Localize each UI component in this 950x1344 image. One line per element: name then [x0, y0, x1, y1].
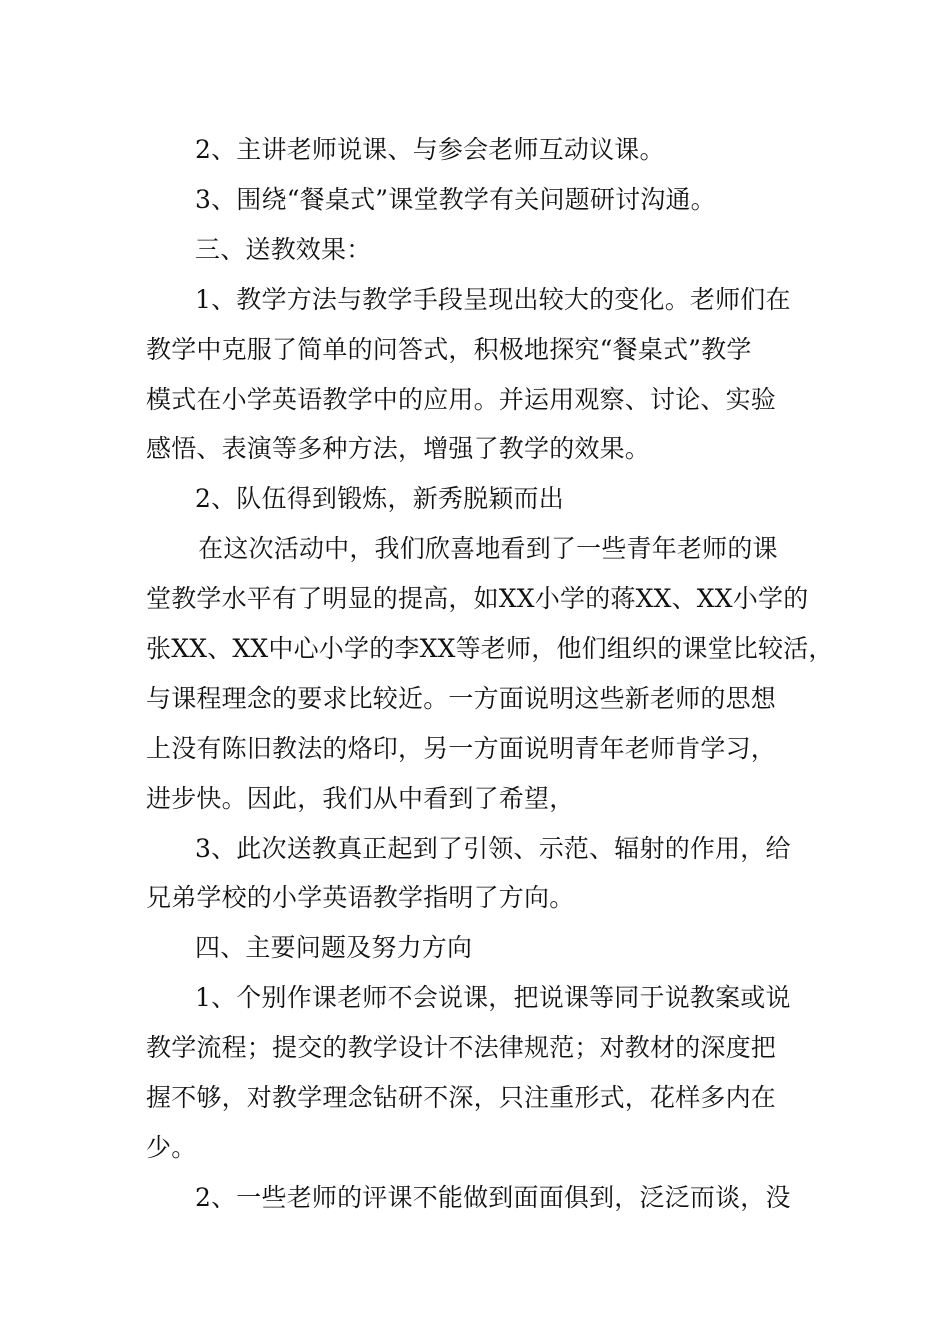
- text-line: 兄弟学校的小学英语教学指明了方向。: [146, 883, 575, 912]
- text-line: 3、围绕“餐桌式”课堂教学有关问题研讨沟通。: [195, 185, 716, 214]
- text-line: 模式在小学英语教学中的应用。并运用观察、讨论、实验: [146, 385, 777, 414]
- text-line: 在这次活动中，我们欣喜地看到了一些青年老师的课: [190, 534, 778, 563]
- text-line: 感悟、表演等多种方法，增强了教学的效果。: [146, 434, 651, 463]
- text-line: 进步快。因此，我们从中看到了希望，: [146, 784, 575, 813]
- text-line: 1、教学方法与教学手段呈现出较大的变化。老师们在: [195, 285, 791, 314]
- text-line: 握不够，对教学理念钻研不深，只注重形式，花样多内在: [146, 1083, 777, 1112]
- text-line: 教学中克服了简单的问答式，积极地探究“餐桌式”教学: [146, 335, 752, 364]
- text-line: 1、个别作课老师不会说课，把说课等同于说教案或说: [195, 983, 791, 1012]
- section-heading: 四、主要问题及努力方向: [195, 933, 473, 962]
- text-line: 2、一些老师的评课不能做到面面俱到，泛泛而谈，没: [195, 1183, 791, 1212]
- text-line: 2、主讲老师说课、与参会老师互动议课。: [195, 135, 665, 164]
- text-line: 张XX、XX中心小学的李XX等老师，他们组织的课堂比较活，: [146, 634, 834, 663]
- text-line: 堂教学水平有了明显的提高，如XX小学的蒋XX、XX小学的: [146, 584, 809, 613]
- text-line: 与课程理念的要求比较近。一方面说明这些新老师的思想: [146, 684, 777, 713]
- text-line: 教学流程；提交的教学设计不法律规范；对教材的深度把: [146, 1033, 777, 1062]
- section-heading: 三、送教效果：: [195, 235, 372, 264]
- text-line: 2、队伍得到锻炼，新秀脱颖而出: [195, 484, 564, 513]
- text-line: 少。: [146, 1133, 197, 1162]
- text-line: 上没有陈旧教法的烙印，另一方面说明青年老师肯学习，: [146, 734, 777, 763]
- text-line: 3、此次送教真正起到了引领、示范、辐射的作用，给: [195, 834, 791, 863]
